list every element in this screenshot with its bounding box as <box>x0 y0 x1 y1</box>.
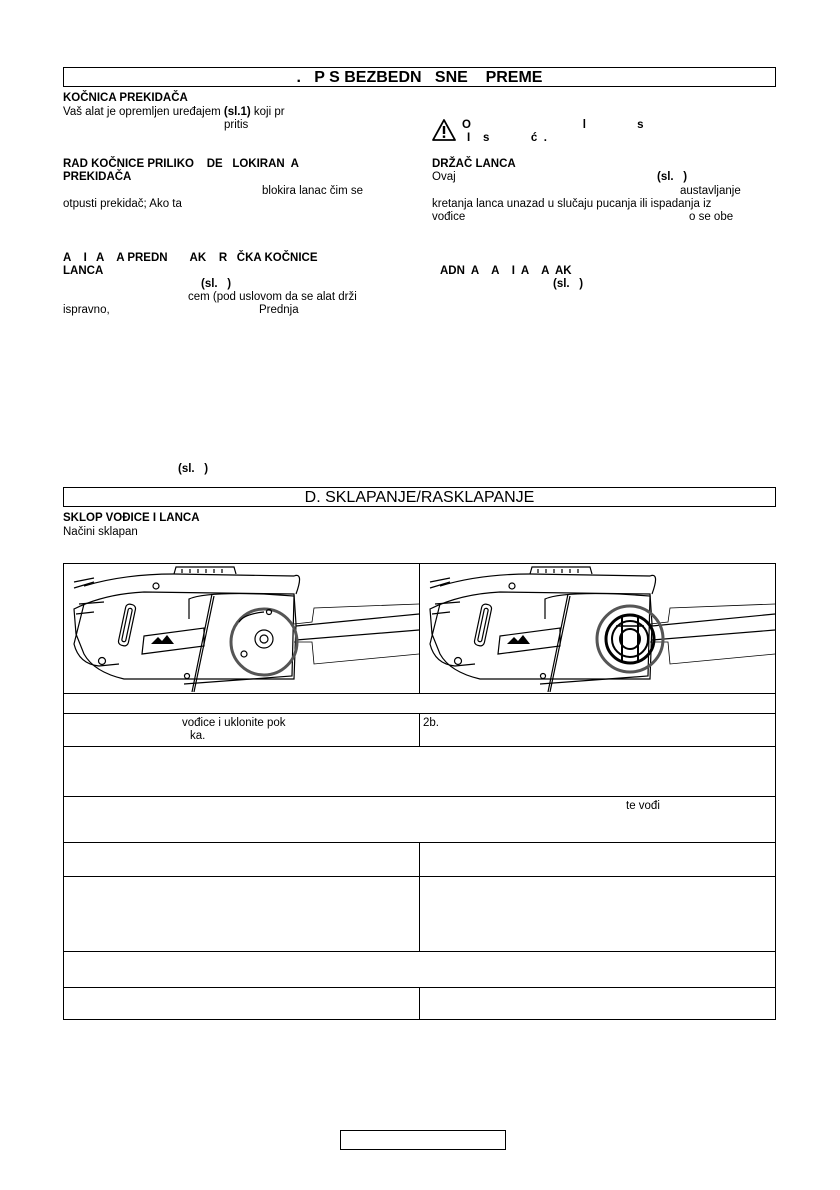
table-row-captions <box>63 693 776 713</box>
table-row2-divider <box>419 713 420 746</box>
warning-text-line1: O l s <box>462 119 644 131</box>
table-row8-divider <box>419 987 420 1020</box>
heading-chain-catcher: DRŽAČ LANCA <box>432 158 516 170</box>
text-part: koji pr <box>250 106 285 118</box>
heading-switch-brake: KOČNICA PREKIDAČA <box>63 92 188 104</box>
figure-2b-chainsaw-sprocket <box>420 564 775 692</box>
figure-ref-left-bottom: (sl. ) <box>178 463 209 475</box>
brake-operation-text-line2: otpusti prekidač; Ako ta <box>63 198 182 210</box>
table-row-3 <box>63 746 776 796</box>
front-guard-text-line2: cem (pod uslovom da se alat drži <box>188 291 357 303</box>
heading-front-guard-line2: LANCA <box>63 265 104 277</box>
row4-text: te vođi <box>626 800 660 812</box>
chain-catcher-text-line4b: o se obe <box>689 211 734 223</box>
row2-left-line1: vođice i uklonite pok <box>182 717 286 729</box>
warning-triangle-icon <box>432 119 456 141</box>
warning-text-line2: I s ć . <box>467 132 547 144</box>
switch-brake-text-line2: pritis <box>224 119 249 131</box>
chain-catcher-text-line3: kretanja lanca unazad u slučaju pucanja ili ispadanja iz <box>432 198 712 210</box>
section-c-header <box>63 67 776 87</box>
figure-2a-chainsaw-cover <box>64 564 419 692</box>
chain-catcher-text-line2: austavljanje <box>680 185 741 197</box>
chain-catcher-text-line1a: Ovaj <box>432 171 456 183</box>
table-row5-divider <box>419 842 420 876</box>
right-section2-figure-ref: (sl. ) <box>553 278 584 290</box>
brand-mountain-logo <box>151 635 174 644</box>
section-c-title: . P S BEZBEDN SNE PREME <box>296 69 543 86</box>
front-guard-text-line3b: Prednja <box>259 304 299 316</box>
table-row-7 <box>63 951 776 987</box>
table-row6-divider <box>419 876 420 951</box>
heading-front-guard-line1: A I A A PREDN AK R ČKA KOČNICE <box>63 252 318 264</box>
section-d-title: D. SKLAPANJE/RASKLAPANJE <box>304 489 535 506</box>
chain-catcher-text-line4a: vođice <box>432 211 466 223</box>
assembly-methods-text: Načini sklapan <box>63 526 138 538</box>
brake-operation-text-line1: blokira lanac čim se <box>262 185 363 197</box>
heading-brake-operation-line2: PREKIDAČA <box>63 171 132 183</box>
section-d-header <box>63 487 776 507</box>
heading-brake-operation-line1: RAD KOČNICE PRILIKO DE LOKIRAN A <box>63 158 299 170</box>
table-row-4 <box>63 796 776 842</box>
text-part: Vaš alat je opremljen uređajem <box>63 106 224 118</box>
heading-bar-chain-assembly: SKLOP VOĐICE I LANCA <box>63 512 200 524</box>
heading-right-section2: ADN A A I A A AK <box>440 265 572 277</box>
row2-right-step-label: 2b. <box>423 717 439 729</box>
row2-left-line2: ka. <box>190 730 206 742</box>
front-guard-text-line3a: ispravno, <box>63 304 110 316</box>
page-footer-box <box>340 1130 506 1150</box>
figure-ref: (sl.1) <box>223 106 251 118</box>
chain-catcher-figure-ref: (sl. ) <box>657 171 688 183</box>
switch-brake-text-line1 <box>63 106 285 119</box>
front-guard-figure-ref: (sl. ) <box>201 278 232 290</box>
